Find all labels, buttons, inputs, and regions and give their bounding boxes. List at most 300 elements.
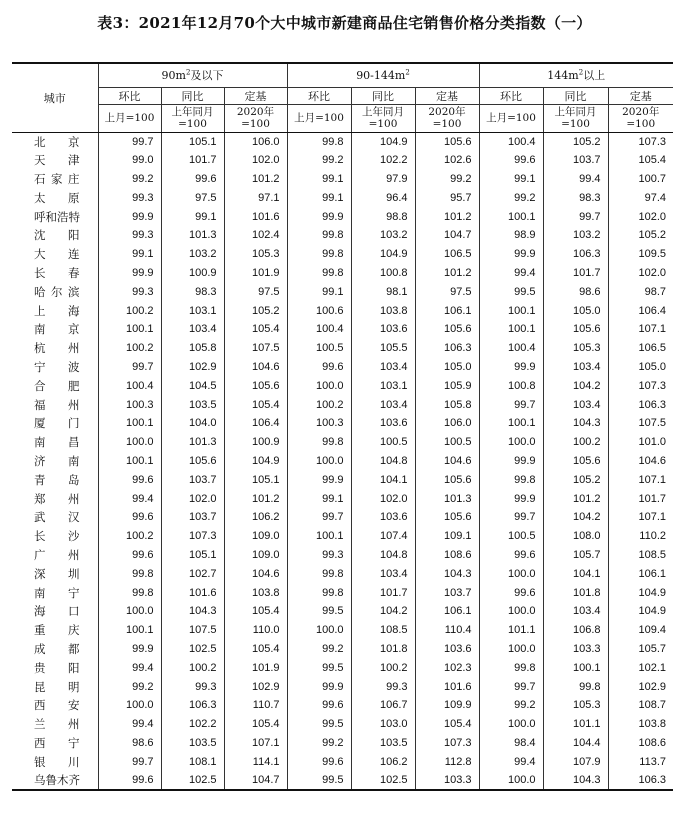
sub-header-cell: 定基 <box>608 87 673 104</box>
index-value-cell: 106.5 <box>608 339 673 358</box>
index-value-cell: 100.0 <box>98 696 161 715</box>
index-value-cell: 100.0 <box>287 621 351 640</box>
index-value-cell: 105.4 <box>224 395 287 414</box>
index-value-cell: 103.3 <box>415 771 479 790</box>
index-value-cell: 103.6 <box>351 508 415 527</box>
index-value-cell: 108.5 <box>351 621 415 640</box>
index-value-cell: 101.6 <box>224 207 287 226</box>
index-value-cell: 99.1 <box>287 282 351 301</box>
index-value-cell: 99.1 <box>287 188 351 207</box>
index-value-cell: 105.5 <box>351 339 415 358</box>
city-cell: 沈阳 <box>34 228 80 243</box>
index-value-cell: 109.0 <box>224 527 287 546</box>
index-value-cell: 102.2 <box>351 151 415 170</box>
index-value-cell: 104.3 <box>161 602 224 621</box>
index-value-cell: 99.4 <box>98 658 161 677</box>
index-value-cell: 100.1 <box>98 452 161 471</box>
index-value-cell: 103.7 <box>415 583 479 602</box>
table-body <box>12 132 673 790</box>
index-value-cell: 109.9 <box>415 696 479 715</box>
sub-header-row <box>12 87 673 104</box>
group-header-90-144: $90-144m^2$ <box>287 63 479 87</box>
base-header-line: 2020年 <box>236 106 275 118</box>
index-value-cell: 99.7 <box>98 132 161 151</box>
city-cell: 广州 <box>34 547 80 562</box>
index-value-cell: 109.1 <box>415 527 479 546</box>
index-value-cell: 104.2 <box>543 376 608 395</box>
index-value-cell: 105.3 <box>543 696 608 715</box>
index-value-cell: 99.3 <box>287 546 351 565</box>
index-value-cell: 100.1 <box>479 301 543 320</box>
index-value-cell: 99.8 <box>543 677 608 696</box>
index-value-cell: 100.9 <box>224 433 287 452</box>
index-value-cell: 99.2 <box>287 640 351 659</box>
index-value-cell: 101.2 <box>543 489 608 508</box>
index-value-cell: 112.8 <box>415 752 479 771</box>
index-value-cell: 107.5 <box>608 414 673 433</box>
index-value-cell: 101.6 <box>415 677 479 696</box>
index-value-cell: 99.1 <box>287 489 351 508</box>
index-value-cell: 107.1 <box>608 320 673 339</box>
index-value-cell: 102.0 <box>608 207 673 226</box>
index-value-cell: 108.5 <box>608 546 673 565</box>
index-value-cell: 102.9 <box>608 677 673 696</box>
index-value-cell: 99.4 <box>98 489 161 508</box>
table-row <box>12 452 673 471</box>
index-value-cell: 110.4 <box>415 621 479 640</box>
index-value-cell: 100.4 <box>287 320 351 339</box>
index-value-cell: 99.2 <box>415 170 479 189</box>
index-value-cell: 99.6 <box>287 358 351 377</box>
table-row <box>12 583 673 602</box>
index-value-cell: 105.7 <box>608 640 673 659</box>
city-cell: 郑州 <box>34 491 80 506</box>
sub-header-cell: 同比 <box>351 87 415 104</box>
index-value-cell: 104.9 <box>351 245 415 264</box>
index-value-cell: 100.5 <box>415 433 479 452</box>
table-row <box>12 282 673 301</box>
index-value-cell: 99.8 <box>479 658 543 677</box>
index-value-cell: 106.3 <box>415 339 479 358</box>
table-row <box>12 640 673 659</box>
index-value-cell: 99.1 <box>287 170 351 189</box>
base-header-line: =100 <box>626 118 656 130</box>
index-value-cell: 98.1 <box>351 282 415 301</box>
index-value-cell: 99.9 <box>287 207 351 226</box>
index-value-cell: 105.4 <box>224 320 287 339</box>
index-value-cell: 105.2 <box>224 301 287 320</box>
index-value-cell: 103.2 <box>351 226 415 245</box>
index-value-cell: 104.9 <box>608 583 673 602</box>
base-header-line: =100 <box>561 118 590 130</box>
index-value-cell: 104.3 <box>543 771 608 790</box>
city-cell: 厦门 <box>34 416 80 431</box>
table-row <box>12 658 673 677</box>
index-value-cell: 99.6 <box>98 470 161 489</box>
city-cell: 哈尔滨 <box>34 284 80 299</box>
index-value-cell: 105.0 <box>415 358 479 377</box>
index-value-cell: 101.7 <box>543 264 608 283</box>
index-value-cell: 104.7 <box>224 771 287 790</box>
index-value-cell: 100.0 <box>479 433 543 452</box>
city-cell: 福州 <box>34 397 80 412</box>
index-value-cell: 108.7 <box>608 696 673 715</box>
sub-header-cell: 定基 <box>415 87 479 104</box>
table-row <box>12 301 673 320</box>
city-cell: 南昌 <box>34 435 80 450</box>
index-value-cell: 99.6 <box>479 546 543 565</box>
city-cell: 青岛 <box>34 472 80 487</box>
index-value-cell: 103.8 <box>351 301 415 320</box>
index-value-cell: 101.2 <box>415 264 479 283</box>
index-value-cell: 106.4 <box>224 414 287 433</box>
index-value-cell: 100.2 <box>287 395 351 414</box>
index-value-cell: 106.1 <box>415 301 479 320</box>
index-value-cell: 99.6 <box>98 546 161 565</box>
city-cell: 济南 <box>34 453 80 468</box>
index-value-cell: 104.3 <box>415 564 479 583</box>
index-value-cell: 104.5 <box>161 376 224 395</box>
index-value-cell: 103.8 <box>224 583 287 602</box>
index-value-cell: 98.8 <box>351 207 415 226</box>
index-value-cell: 104.6 <box>608 452 673 471</box>
index-value-cell: 100.1 <box>543 658 608 677</box>
index-value-cell: 105.4 <box>224 715 287 734</box>
index-value-cell: 99.5 <box>287 602 351 621</box>
index-value-cell: 103.6 <box>415 640 479 659</box>
index-value-cell: 103.4 <box>161 320 224 339</box>
base-header-row <box>12 104 673 132</box>
index-value-cell: 100.0 <box>479 715 543 734</box>
table-row <box>12 470 673 489</box>
table-row <box>12 527 673 546</box>
base-header-cell: 上月=100 <box>98 104 161 132</box>
index-value-cell: 107.1 <box>608 508 673 527</box>
index-value-cell: 104.9 <box>608 602 673 621</box>
sub-header-cell: 环比 <box>479 87 543 104</box>
index-value-cell: 100.0 <box>479 771 543 790</box>
index-value-cell: 99.2 <box>287 734 351 753</box>
table-row <box>12 264 673 283</box>
index-value-cell: 102.1 <box>608 658 673 677</box>
table-row <box>12 226 673 245</box>
city-cell: 昆明 <box>34 679 80 694</box>
index-value-cell: 104.6 <box>224 358 287 377</box>
index-value-cell: 108.1 <box>161 752 224 771</box>
index-value-cell: 99.8 <box>287 564 351 583</box>
index-value-cell: 101.9 <box>224 264 287 283</box>
index-value-cell: 114.1 <box>224 752 287 771</box>
index-value-cell: 106.1 <box>608 564 673 583</box>
index-value-cell: 104.8 <box>351 452 415 471</box>
table-row <box>12 677 673 696</box>
table-row <box>12 376 673 395</box>
table-row <box>12 339 673 358</box>
table-row <box>12 358 673 377</box>
index-value-cell: 105.0 <box>608 358 673 377</box>
index-value-cell: 104.1 <box>351 470 415 489</box>
index-value-cell: 110.7 <box>224 696 287 715</box>
group-header-over-144: $144m^2$以上 <box>479 63 673 87</box>
index-value-cell: 103.2 <box>543 226 608 245</box>
index-value-cell: 100.2 <box>98 527 161 546</box>
index-value-cell: 99.7 <box>98 358 161 377</box>
base-header-line: 上年同月 <box>362 106 404 118</box>
index-value-cell: 109.0 <box>224 546 287 565</box>
index-value-cell: 103.4 <box>351 564 415 583</box>
index-value-cell: 102.4 <box>224 226 287 245</box>
city-cell: 成都 <box>34 641 80 656</box>
table-row <box>12 734 673 753</box>
index-value-cell: 102.3 <box>415 658 479 677</box>
index-value-cell: 100.4 <box>479 132 543 151</box>
index-value-cell: 104.6 <box>224 564 287 583</box>
index-value-cell: 102.5 <box>161 771 224 790</box>
index-value-cell: 107.5 <box>224 339 287 358</box>
index-value-cell: 99.6 <box>161 170 224 189</box>
index-value-cell: 99.0 <box>98 151 161 170</box>
index-value-cell: 105.1 <box>224 470 287 489</box>
index-value-cell: 98.3 <box>543 188 608 207</box>
index-value-cell: 98.7 <box>608 282 673 301</box>
index-value-cell: 103.2 <box>161 245 224 264</box>
index-value-cell: 105.6 <box>415 320 479 339</box>
index-value-cell: 110.2 <box>608 527 673 546</box>
index-value-cell: 105.8 <box>415 395 479 414</box>
index-value-cell: 102.0 <box>608 264 673 283</box>
index-value-cell: 99.9 <box>98 640 161 659</box>
index-value-cell: 106.0 <box>224 132 287 151</box>
table-row <box>12 564 673 583</box>
index-value-cell: 105.4 <box>224 602 287 621</box>
index-value-cell: 101.2 <box>224 170 287 189</box>
index-value-cell: 97.5 <box>415 282 479 301</box>
index-value-cell: 109.4 <box>608 621 673 640</box>
base-header-cell <box>161 104 224 132</box>
index-value-cell: 108.6 <box>415 546 479 565</box>
index-value-cell: 100.8 <box>351 264 415 283</box>
index-value-cell: 105.4 <box>415 715 479 734</box>
index-value-cell: 101.1 <box>479 621 543 640</box>
city-cell: 乌鲁木齐 <box>12 771 98 790</box>
index-value-cell: 99.9 <box>479 452 543 471</box>
index-value-cell: 99.2 <box>98 677 161 696</box>
city-cell: 呼和浩特 <box>34 209 80 224</box>
index-value-cell: 104.6 <box>415 452 479 471</box>
city-cell: 北京 <box>34 134 80 149</box>
index-value-cell: 99.6 <box>98 508 161 527</box>
index-value-cell: 104.0 <box>161 414 224 433</box>
index-value-cell: 96.4 <box>351 188 415 207</box>
index-value-cell: 98.4 <box>479 734 543 753</box>
index-value-cell: 100.1 <box>98 320 161 339</box>
index-value-cell: 101.3 <box>161 226 224 245</box>
index-value-cell: 99.7 <box>479 395 543 414</box>
index-value-cell: 97.5 <box>224 282 287 301</box>
index-value-cell: 97.9 <box>351 170 415 189</box>
index-value-cell: 102.5 <box>351 771 415 790</box>
index-value-cell: 103.4 <box>543 602 608 621</box>
index-value-cell: 99.7 <box>98 752 161 771</box>
index-value-cell: 99.5 <box>287 715 351 734</box>
index-value-cell: 99.9 <box>479 489 543 508</box>
index-value-cell: 100.0 <box>287 452 351 471</box>
index-value-cell: 100.9 <box>161 264 224 283</box>
index-value-cell: 101.6 <box>161 583 224 602</box>
index-value-cell: 103.3 <box>543 640 608 659</box>
city-cell: 西宁 <box>34 735 80 750</box>
index-value-cell: 103.6 <box>351 320 415 339</box>
table-row <box>12 433 673 452</box>
index-value-cell: 95.7 <box>415 188 479 207</box>
index-value-cell: 99.4 <box>479 752 543 771</box>
index-value-cell: 100.1 <box>98 414 161 433</box>
table-row <box>12 621 673 640</box>
index-value-cell: 99.9 <box>287 470 351 489</box>
index-value-cell: 100.0 <box>287 376 351 395</box>
index-value-cell: 100.0 <box>98 602 161 621</box>
index-value-cell: 100.5 <box>479 527 543 546</box>
index-value-cell: 103.0 <box>351 715 415 734</box>
index-value-cell: 101.0 <box>608 433 673 452</box>
index-value-cell: 103.7 <box>161 508 224 527</box>
index-value-cell: 102.9 <box>224 677 287 696</box>
index-value-cell: 103.4 <box>543 395 608 414</box>
index-value-cell: 101.2 <box>415 207 479 226</box>
city-cell: 深圳 <box>34 566 80 581</box>
city-cell: 重庆 <box>34 623 80 638</box>
index-value-cell: 99.8 <box>98 564 161 583</box>
index-value-cell: 99.3 <box>98 188 161 207</box>
index-value-cell: 104.2 <box>543 508 608 527</box>
table-row <box>12 696 673 715</box>
index-value-cell: 102.0 <box>224 151 287 170</box>
index-value-cell: 102.0 <box>161 489 224 508</box>
index-value-cell: 99.8 <box>479 470 543 489</box>
index-value-cell: 99.3 <box>161 677 224 696</box>
index-value-cell: 99.3 <box>98 226 161 245</box>
index-value-cell: 104.4 <box>543 734 608 753</box>
index-value-cell: 105.6 <box>415 132 479 151</box>
index-value-cell: 105.4 <box>608 151 673 170</box>
index-value-cell: 102.9 <box>161 358 224 377</box>
city-cell: 杭州 <box>34 341 80 356</box>
index-value-cell: 98.6 <box>98 734 161 753</box>
index-value-cell: 97.4 <box>608 188 673 207</box>
index-value-cell: 105.6 <box>543 320 608 339</box>
index-value-cell: 100.2 <box>98 301 161 320</box>
index-value-cell: 102.0 <box>351 489 415 508</box>
index-value-cell: 99.6 <box>287 752 351 771</box>
table-row <box>12 188 673 207</box>
index-value-cell: 105.0 <box>543 301 608 320</box>
index-value-cell: 103.1 <box>351 376 415 395</box>
index-value-cell: 106.0 <box>415 414 479 433</box>
index-value-cell: 99.7 <box>479 677 543 696</box>
index-value-cell: 100.4 <box>479 339 543 358</box>
city-cell: 宁波 <box>34 359 80 374</box>
index-value-cell: 99.9 <box>98 264 161 283</box>
index-value-cell: 99.9 <box>98 207 161 226</box>
index-value-cell: 99.5 <box>287 771 351 790</box>
city-cell: 海口 <box>34 604 80 619</box>
index-value-cell: 107.3 <box>608 376 673 395</box>
index-value-cell: 101.7 <box>161 151 224 170</box>
base-header-cell <box>415 104 479 132</box>
sub-header-cell: 定基 <box>224 87 287 104</box>
index-value-cell: 100.2 <box>543 433 608 452</box>
index-value-cell: 104.2 <box>351 602 415 621</box>
index-value-cell: 99.4 <box>479 264 543 283</box>
sub-header-cell: 同比 <box>161 87 224 104</box>
index-value-cell: 105.1 <box>161 546 224 565</box>
index-value-cell: 105.9 <box>415 376 479 395</box>
index-value-cell: 99.1 <box>479 170 543 189</box>
base-header-line: =100 <box>178 118 207 130</box>
index-value-cell: 105.4 <box>224 640 287 659</box>
city-cell: 上海 <box>34 303 80 318</box>
index-value-cell: 99.5 <box>287 658 351 677</box>
index-value-cell: 100.4 <box>98 376 161 395</box>
index-value-cell: 101.1 <box>543 715 608 734</box>
base-header-cell: 上月=100 <box>287 104 351 132</box>
index-value-cell: 100.2 <box>351 658 415 677</box>
index-value-cell: 99.8 <box>98 583 161 602</box>
index-value-cell: 104.9 <box>351 132 415 151</box>
index-value-cell: 99.4 <box>543 170 608 189</box>
index-value-cell: 106.4 <box>608 301 673 320</box>
city-cell: 石家庄 <box>34 171 80 186</box>
index-value-cell: 105.6 <box>415 470 479 489</box>
index-value-cell: 107.5 <box>161 621 224 640</box>
index-value-cell: 105.2 <box>543 132 608 151</box>
index-value-cell: 99.1 <box>161 207 224 226</box>
index-value-cell: 99.6 <box>479 151 543 170</box>
index-value-cell: 100.0 <box>98 433 161 452</box>
index-value-cell: 105.6 <box>224 376 287 395</box>
index-value-cell: 105.6 <box>161 452 224 471</box>
base-header-cell: 上月=100 <box>479 104 543 132</box>
index-value-cell: 106.2 <box>224 508 287 527</box>
index-value-cell: 99.6 <box>98 771 161 790</box>
table-row <box>12 489 673 508</box>
sub-header-cell: 环比 <box>287 87 351 104</box>
index-value-cell: 99.8 <box>287 226 351 245</box>
index-value-cell: 99.9 <box>479 245 543 264</box>
index-value-cell: 100.5 <box>287 339 351 358</box>
table-row <box>12 602 673 621</box>
table-title: 表3：2021年12月70个大中城市新建商品住宅销售价格分类指数（一） <box>97 14 592 32</box>
index-value-cell: 99.7 <box>287 508 351 527</box>
index-value-cell: 99.2 <box>479 188 543 207</box>
index-value-cell: 100.1 <box>479 414 543 433</box>
sub-header-cell: 环比 <box>98 87 161 104</box>
index-value-cell: 99.4 <box>98 715 161 734</box>
index-value-cell: 110.0 <box>224 621 287 640</box>
index-value-cell: 101.2 <box>224 489 287 508</box>
index-value-cell: 99.9 <box>479 358 543 377</box>
index-value-cell: 107.3 <box>161 527 224 546</box>
table-row <box>12 132 673 151</box>
index-value-cell: 107.3 <box>415 734 479 753</box>
index-value-cell: 99.8 <box>287 264 351 283</box>
table-row <box>12 414 673 433</box>
index-value-cell: 99.8 <box>287 245 351 264</box>
base-header-line: =100 <box>368 118 398 130</box>
index-value-cell: 100.3 <box>287 414 351 433</box>
index-value-cell: 101.9 <box>224 658 287 677</box>
index-value-cell: 103.5 <box>351 734 415 753</box>
